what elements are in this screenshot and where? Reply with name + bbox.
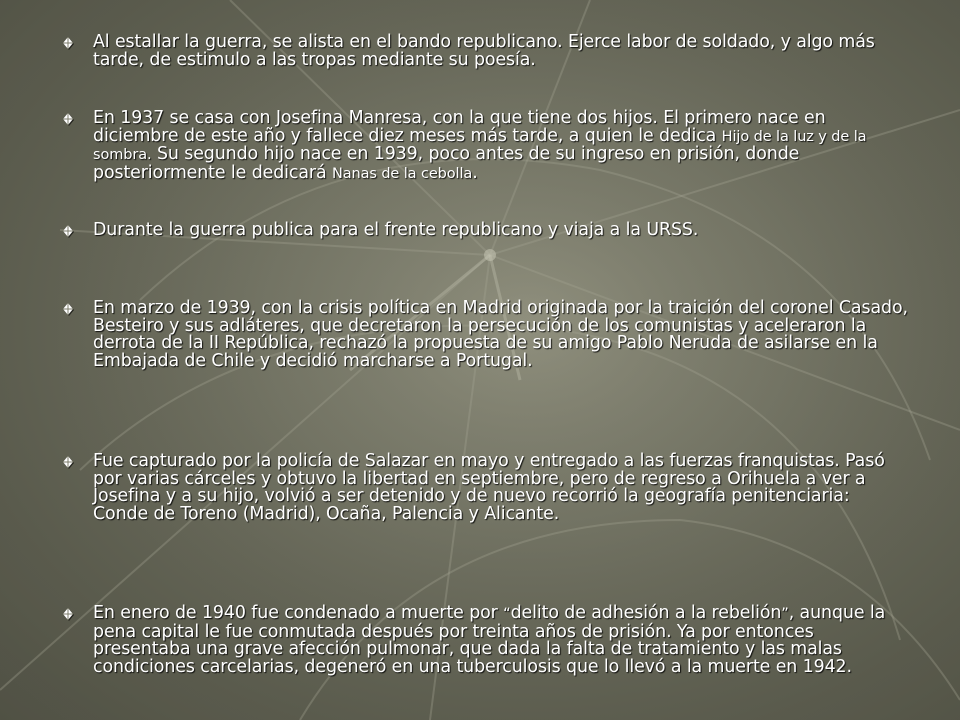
- bullet-text: [93, 605, 910, 676]
- bullet-item: [60, 300, 910, 370]
- bullet-text-part: ”: [781, 606, 789, 622]
- diamond-bullet-icon: [60, 454, 76, 470]
- bullet-text: [93, 222, 910, 240]
- bullet-text-part: En enero de 1940 fue condenado a muerte por: [93, 603, 504, 623]
- diamond-bullet-icon: [60, 35, 76, 51]
- bullet-text-part: Su segundo hijo nace en 1939, poco antes de su ingreso en prisión, donde posteriormente le dedicará: [93, 144, 800, 183]
- diamond-bullet-icon: [60, 301, 76, 317]
- bullet-text-part: delito de adhesión a la rebelión: [510, 603, 782, 623]
- bullet-text: [93, 453, 910, 523]
- bullet-text-part: Hijo de la luz y de la sombra.: [93, 128, 867, 163]
- bullet-text: [93, 110, 910, 183]
- bullet-text-part: En marzo de 1939, con la crisis política en Madrid originada por la traición del coronel Casado, Besteiro y sus adláteres, que decretaron la persecución de los comunistas y aceleraron la derrota de la II República, rechazó la propuesta de su amigo Pablo Neruda de asilarse en la Embajada de Chile y decidió marcharse a Portugal.: [93, 298, 908, 371]
- bullet-item: [60, 34, 910, 69]
- bullet-text-part: “: [503, 606, 511, 622]
- bullet-text-part: En 1937 se casa con Josefina Manresa, con la que tiene dos hijos. El primero nace en diciembre de este año y fallece diez meses más tarde, a quien le dedica: [93, 108, 826, 146]
- bullet-text-part: Al estallar la guerra, se alista en el bando republicano. Ejerce labor de soldado, y algo más tarde, de estimulo a las tropas mediante su poesía.: [93, 32, 875, 70]
- bullet-text-part: Durante la guerra publica para el frente republicano y viaja a la URSS.: [93, 220, 699, 240]
- bullet-item: [60, 605, 910, 676]
- bullet-text: [93, 300, 910, 370]
- bullet-item: [60, 453, 910, 523]
- bullet-text-part: .: [472, 162, 478, 183]
- diamond-bullet-icon: [60, 111, 76, 127]
- diamond-bullet-icon: [60, 223, 76, 239]
- bullet-text-part: , aunque la pena capital le fue conmutada después por treinta años de prisión. Ya por entonces presentaba una grave afección pulmonar, que dada la falta de tratamiento y las malas condiciones carcelarias, degeneró en una tuberculosis que lo llevó a la muerte en 1942.: [93, 603, 886, 677]
- bullet-text-part: Fue capturado por la policía de Salazar en mayo y entregado a las fuerzas franquistas. Pasó por varias cárceles y obtuvo la libertad en septiembre, pero de regreso a Orihuela a ver a Josefina y a su hijo, volvió a ser detenido y de nuevo recorrió la geografía penitenciaria: Conde de Toreno (Madrid), Ocaña, Palencia y Alicante.: [93, 451, 885, 524]
- bullet-text: [93, 34, 910, 69]
- bullet-text-part: Nanas de la cebolla: [331, 165, 473, 182]
- bullet-item: [60, 222, 910, 240]
- bullet-item: [60, 110, 910, 183]
- diamond-bullet-icon: [60, 606, 76, 622]
